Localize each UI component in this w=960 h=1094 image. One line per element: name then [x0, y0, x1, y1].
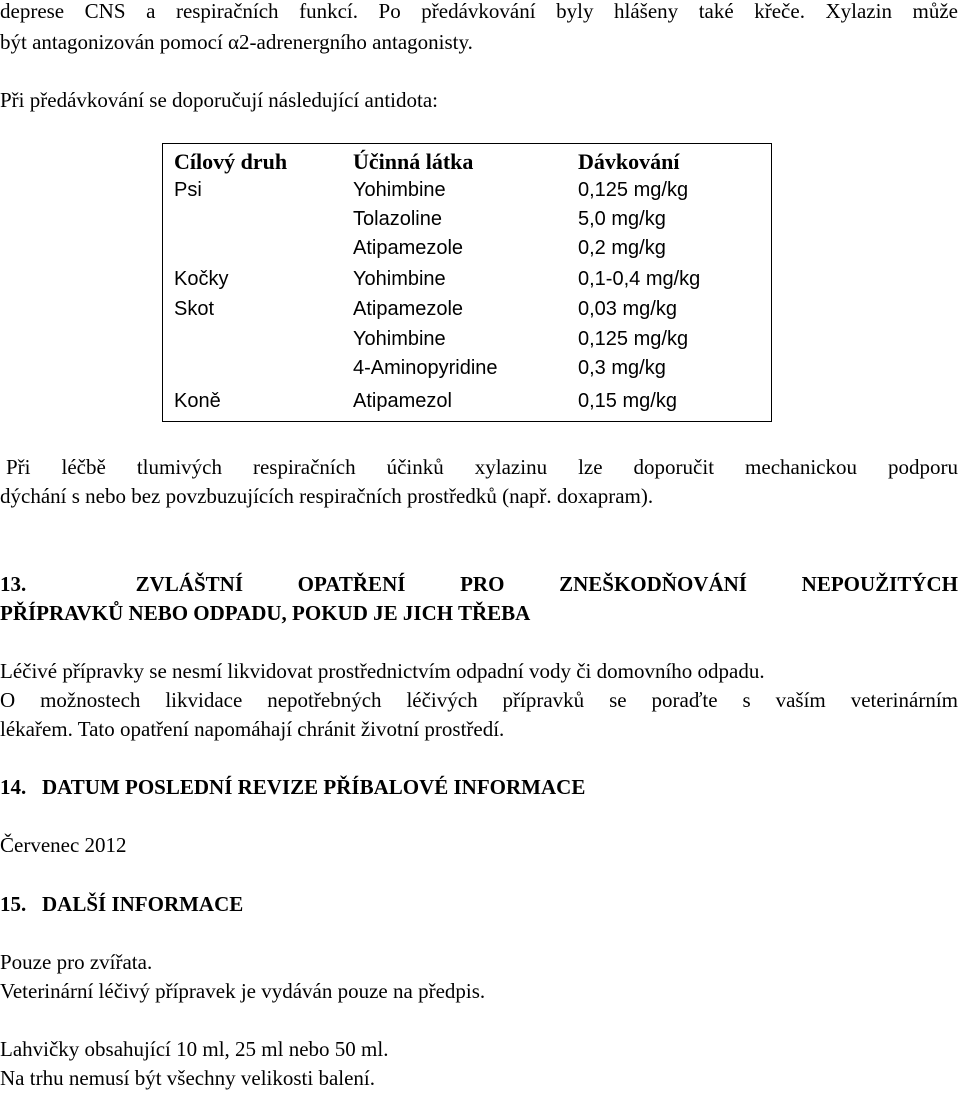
table-cell-dose: 0,15 mg/kg	[578, 390, 677, 412]
respiratory-line-1: Při léčbě tlumivých respiračních účinků xylazinu lze doporučit mechanickou podporu	[6, 455, 958, 479]
table-cell-dose: 0,125 mg/kg	[578, 328, 689, 350]
antidote-lead: Při předávkování se doporučují následující antidota:	[0, 88, 438, 112]
table-cell-dose: 0,1-0,4 mg/kg	[578, 268, 701, 290]
section-15-line-2: Veterinární léčivý přípravek je vydáván pouze na předpis.	[0, 979, 486, 1003]
table-header-species: Cílový druh	[174, 149, 288, 174]
section-13-number: 13.	[0, 572, 27, 596]
table-row-species: Koně	[174, 390, 221, 412]
section-15-line-4: Na trhu nemusí být všechny velikosti balení.	[0, 1066, 376, 1090]
section-15-line-3: Lahvičky obsahující 10 ml, 25 ml nebo 50 ml.	[0, 1037, 389, 1061]
table-cell-dose: 0,3 mg/kg	[578, 357, 666, 379]
section-15-line-1: Pouze pro zvířata.	[0, 950, 153, 974]
section-13-para-line-3: lékařem. Tato opatření napomáhají chránit životní prostředí.	[0, 717, 505, 741]
section-13-para-line-2: O možnostech likvidace nepotřebných léčivých přípravků se poraďte s vaším veterinárním	[0, 688, 958, 712]
table-cell-dose: 0,125 mg/kg	[578, 179, 689, 201]
table-cell-substance: Yohimbine	[353, 328, 446, 350]
intro-line-2: být antagonizován pomocí α2-adrenergního antagonisty.	[0, 30, 473, 54]
section-15-title-text: DALŠÍ INFORMACE	[42, 892, 244, 916]
section-13-title-line-2: PŘÍPRAVKŮ NEBO ODPADU, POKUD JE JICH TŘEBA	[0, 601, 531, 625]
table-cell-substance: 4-Aminopyridine	[353, 357, 498, 379]
table-row-species: Skot	[174, 298, 215, 320]
antidote-table	[162, 143, 772, 422]
section-13-title-1: ZVLÁŠTNÍ OPATŘENÍ PRO ZNEŠKODŇOVÁNÍ NEPOUŽITÝCH	[135, 572, 959, 596]
table-cell-substance: Atipamezol	[353, 390, 452, 412]
table-cell-substance: Yohimbine	[353, 268, 446, 290]
section-14-number: 14.	[0, 775, 27, 799]
table-cell-dose: 5,0 mg/kg	[578, 208, 666, 230]
table-cell-substance: Tolazoline	[353, 208, 442, 230]
section-13-para-line-1: Léčivé přípravky se nesmí likvidovat prostřednictvím odpadní vody či domovního odpadu.	[0, 659, 765, 683]
section-15-title	[0, 892, 243, 917]
section-13-title-line-1	[0, 572, 958, 597]
table-cell-substance: Atipamezole	[353, 298, 464, 320]
table-row-species: Kočky	[174, 268, 229, 290]
table-cell-substance: Atipamezole	[353, 237, 464, 259]
table-row-species: Psi	[174, 179, 202, 201]
intro-line-1: deprese CNS a respiračních funkcí. Po předávkování byly hlášeny také křeče. Xylazin může	[0, 0, 958, 23]
table-cell-substance: Yohimbine	[353, 179, 446, 201]
table-header-substance: Účinná látka	[353, 149, 474, 174]
section-14-title	[0, 775, 585, 800]
table-cell-dose: 0,03 mg/kg	[578, 298, 677, 320]
revision-date: Červenec 2012	[0, 833, 127, 857]
section-15-number: 15.	[0, 892, 27, 916]
section-14-title-text: DATUM POSLEDNÍ REVIZE PŘÍBALOVÉ INFORMACE	[42, 775, 586, 799]
respiratory-line-2: dýchání s nebo bez povzbuzujících respiračních prostředků (např. doxapram).	[0, 484, 654, 508]
table-cell-dose: 0,2 mg/kg	[578, 237, 666, 259]
table-header-dose: Dávkování	[578, 149, 680, 174]
